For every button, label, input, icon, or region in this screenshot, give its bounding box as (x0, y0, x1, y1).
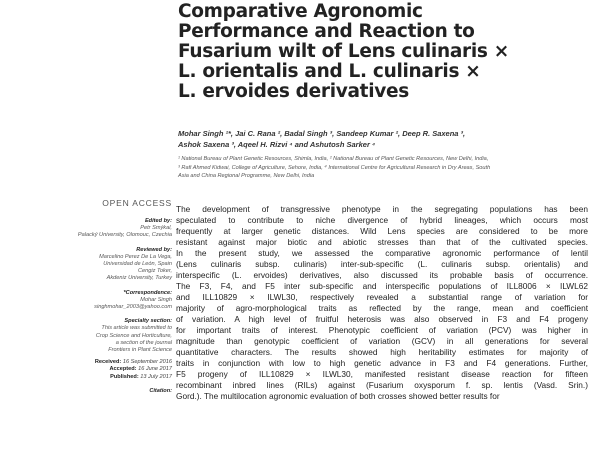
abstract-line: frequently at larger genetic distances. Wild Lens species are considered to be more (176, 226, 588, 236)
abstract-line: quantitative characters. The results showed high heritability estimates for majority of (176, 347, 588, 357)
article-sidebar (40, 198, 172, 395)
abstract-line: (Lens culinaris subsp. culinaris) inter-sub-specific (L. culinaris subsp. orientalis) and (176, 259, 588, 269)
reviewer-name: Cengiz Toker, (138, 268, 172, 275)
abstract-line: recombinant inbred lines (RILs) against (Fusarium oxysporum f. sp. lentis (Vasd. Srin.) (176, 380, 588, 390)
accepted-date: 16 June 2017 (138, 366, 172, 373)
received-label: Received: (94, 359, 122, 366)
citation-heading: Citation: (149, 387, 172, 394)
specialty-text: Crop Science and Horticulture, (95, 332, 172, 339)
abstract-line: resistant against major biotic and abiotic stresses than that of the cultivated species. (176, 237, 588, 247)
article-title (178, 2, 588, 102)
edited-by-heading: Edited by: (144, 218, 172, 224)
correspondence-email[interactable]: singhmohar_2003@yahoo.com (94, 304, 172, 311)
abstract-line: In the present study, we assessed the comparative agronomic performance of lentil (176, 248, 588, 258)
abstract-line: interspecific (L. ervoides) derivatives, also discussed its probable basis of occurrence. (176, 270, 588, 280)
abstract-line: The F3, F4, and F5 inter sub-specific and interspecific populations of ILL8006 × ILWL62 (176, 281, 588, 291)
affiliations (178, 155, 588, 181)
authors-line: Ashok Saxena ³, Aqeel H. Rizvi ⁴ and Ashutosh Sarker ⁴ (178, 140, 376, 149)
editor-affiliation: Palacký University, Olomouc, Czechia (77, 232, 172, 239)
authors-line: Mohar Singh ¹*, Jai C. Rana ², Badal Singh ³, Sandeep Kumar ², Deep R. Saxena ³, (178, 129, 466, 138)
accepted-date-row (40, 366, 172, 373)
specialty-section-heading: Specialty section: (124, 318, 172, 325)
published-label: Published: (110, 373, 139, 380)
abstract-line: of variation. A high level of fruitful heterosis was also observed in F3 and F4 progeny (176, 314, 588, 324)
title-line: Performance and Reaction to (178, 21, 475, 42)
title-line: L. ervoides derivatives (178, 81, 409, 102)
author-list (178, 128, 588, 150)
abstract-line: traits in conjunction with low to high genetic advance in F3 and F4 generations. Further, (176, 358, 588, 368)
editor-name: Petr Smýkal, (140, 225, 172, 232)
abstract-line: magnitude than genotypic coefficient of variation (GCV) in all generations for several (176, 336, 588, 346)
reviewer-affiliation: Universidad de León, Spain (103, 261, 172, 268)
affiliation-line: ³ Rafi Ahmed Kidwai, College of Agriculture, Sehore, India, ⁴ International Centre for Agricultural Research in Dry Areas, South (178, 164, 491, 171)
published-date-row (40, 374, 172, 381)
accepted-label: Accepted: (109, 366, 137, 373)
article-dates (40, 359, 172, 381)
reviewer-name: Marcelino Perez De La Vega, (99, 253, 172, 260)
received-date-row (40, 359, 172, 366)
title-line: Comparative Agronomic (178, 1, 423, 22)
abstract-body (176, 204, 588, 402)
correspondence-heading: *Correspondence: (123, 289, 172, 296)
abstract-line: Gord.). The multilocation agronomic evaluation of both crosses showed better results for (176, 391, 500, 401)
affiliation-line: Asia and China Regional Programme, New Delhi, India (178, 173, 315, 180)
affiliation-line: ¹ National Bureau of Plant Genetic Resources, Shimla, India, ² National Bureau of Plant Genetic Resources, New Delhi, India, (178, 156, 489, 162)
reviewed-by-heading: Reviewed by: (136, 246, 172, 253)
reviewer-affiliation: Akdeniz University, Turkey (106, 275, 172, 282)
abstract-line: for important traits of interest. Phenotypic coefficient of variation (PCV) was higher in (176, 325, 588, 335)
specialty-text: Frontiers in Plant Science (108, 347, 172, 354)
specialty-text: a section of the journal (115, 339, 172, 346)
abstract-line: and ILL10829 × ILWL30, respectively revealed a substantial range of variation for (176, 292, 588, 302)
open-access-label: OPEN ACCESS (102, 198, 172, 208)
abstract-line: The development of transgressive phenotype in the segregating populations has been (176, 204, 588, 214)
abstract-line: speculated to contribute to niche divergence of hybrid lineages, which occurs most (176, 215, 588, 225)
abstract (176, 204, 588, 402)
abstract-line: F5 progeny of ILL10829 × ILWL30, manifested resistant disease reaction for fifteen (176, 369, 588, 379)
abstract-line: majority of agro-morphological traits as reflected by the range, mean and coefficient (176, 303, 588, 313)
specialty-text: This article was submitted to (101, 325, 172, 332)
received-date: 16 September 2016 (122, 359, 172, 366)
title-line: L. orientalis and L. culinaris × (178, 61, 481, 82)
published-date: 13 July 2017 (140, 373, 172, 380)
title-line: Fusarium wilt of Lens culinaris × (178, 41, 509, 62)
correspondence-name: Mohar Singh (140, 296, 172, 303)
